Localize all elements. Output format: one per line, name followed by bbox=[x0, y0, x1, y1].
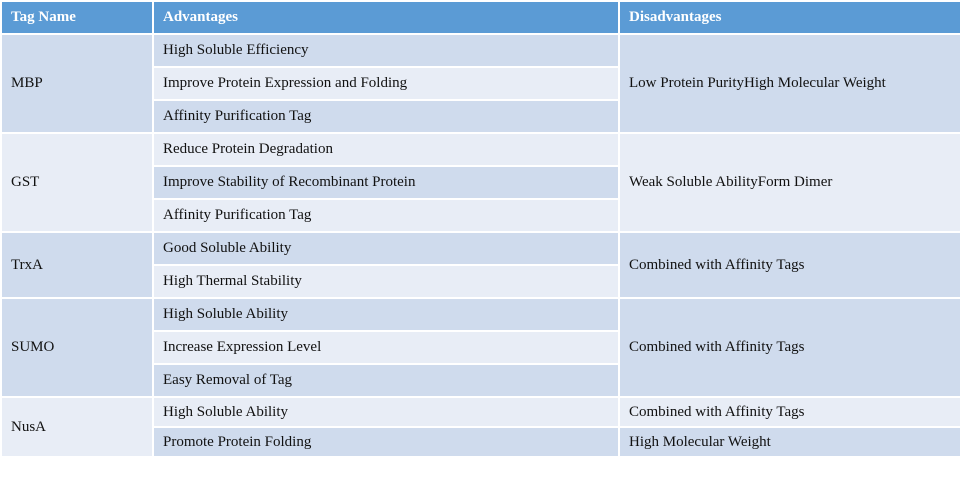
disadvantage-cell: Combined with Affinity Tags bbox=[619, 298, 960, 397]
disadvantage-cell: Weak Soluble AbilityForm Dimer bbox=[619, 133, 960, 232]
disadvantage-cell: Combined with Affinity Tags bbox=[619, 397, 960, 427]
tag-name-cell: MBP bbox=[1, 34, 153, 133]
advantage-cell: High Soluble Efficiency bbox=[153, 34, 619, 67]
table-row bbox=[1, 232, 960, 265]
advantage-cell: Reduce Protein Degradation bbox=[153, 133, 619, 166]
advantage-cell: High Thermal Stability bbox=[153, 265, 619, 298]
tag-name-cell: TrxA bbox=[1, 232, 153, 298]
tag-name-cell: NusA bbox=[1, 397, 153, 457]
advantage-cell: High Soluble Ability bbox=[153, 397, 619, 427]
advantage-cell: Easy Removal of Tag bbox=[153, 364, 619, 397]
advantage-cell: Improve Stability of Recombinant Protein bbox=[153, 166, 619, 199]
table-row bbox=[1, 133, 960, 166]
advantage-cell: High Soluble Ability bbox=[153, 298, 619, 331]
advantage-cell: Promote Protein Folding bbox=[153, 427, 619, 457]
table-row bbox=[1, 397, 960, 427]
disadvantage-cell: Combined with Affinity Tags bbox=[619, 232, 960, 298]
header-row bbox=[1, 1, 960, 34]
header-tag-name: Tag Name bbox=[1, 1, 153, 34]
table-row bbox=[1, 34, 960, 67]
tag-name-cell: GST bbox=[1, 133, 153, 232]
advantage-cell: Affinity Purification Tag bbox=[153, 199, 619, 232]
header-disadvantages: Disadvantages bbox=[619, 1, 960, 34]
advantage-cell: Increase Expression Level bbox=[153, 331, 619, 364]
table-row bbox=[1, 298, 960, 331]
advantage-cell: Improve Protein Expression and Folding bbox=[153, 67, 619, 100]
tag-name-cell: SUMO bbox=[1, 298, 153, 397]
disadvantage-cell: High Molecular Weight bbox=[619, 427, 960, 457]
disadvantage-cell: Low Protein PurityHigh Molecular Weight bbox=[619, 34, 960, 133]
advantage-cell: Affinity Purification Tag bbox=[153, 100, 619, 133]
header-advantages: Advantages bbox=[153, 1, 619, 34]
advantage-cell: Good Soluble Ability bbox=[153, 232, 619, 265]
